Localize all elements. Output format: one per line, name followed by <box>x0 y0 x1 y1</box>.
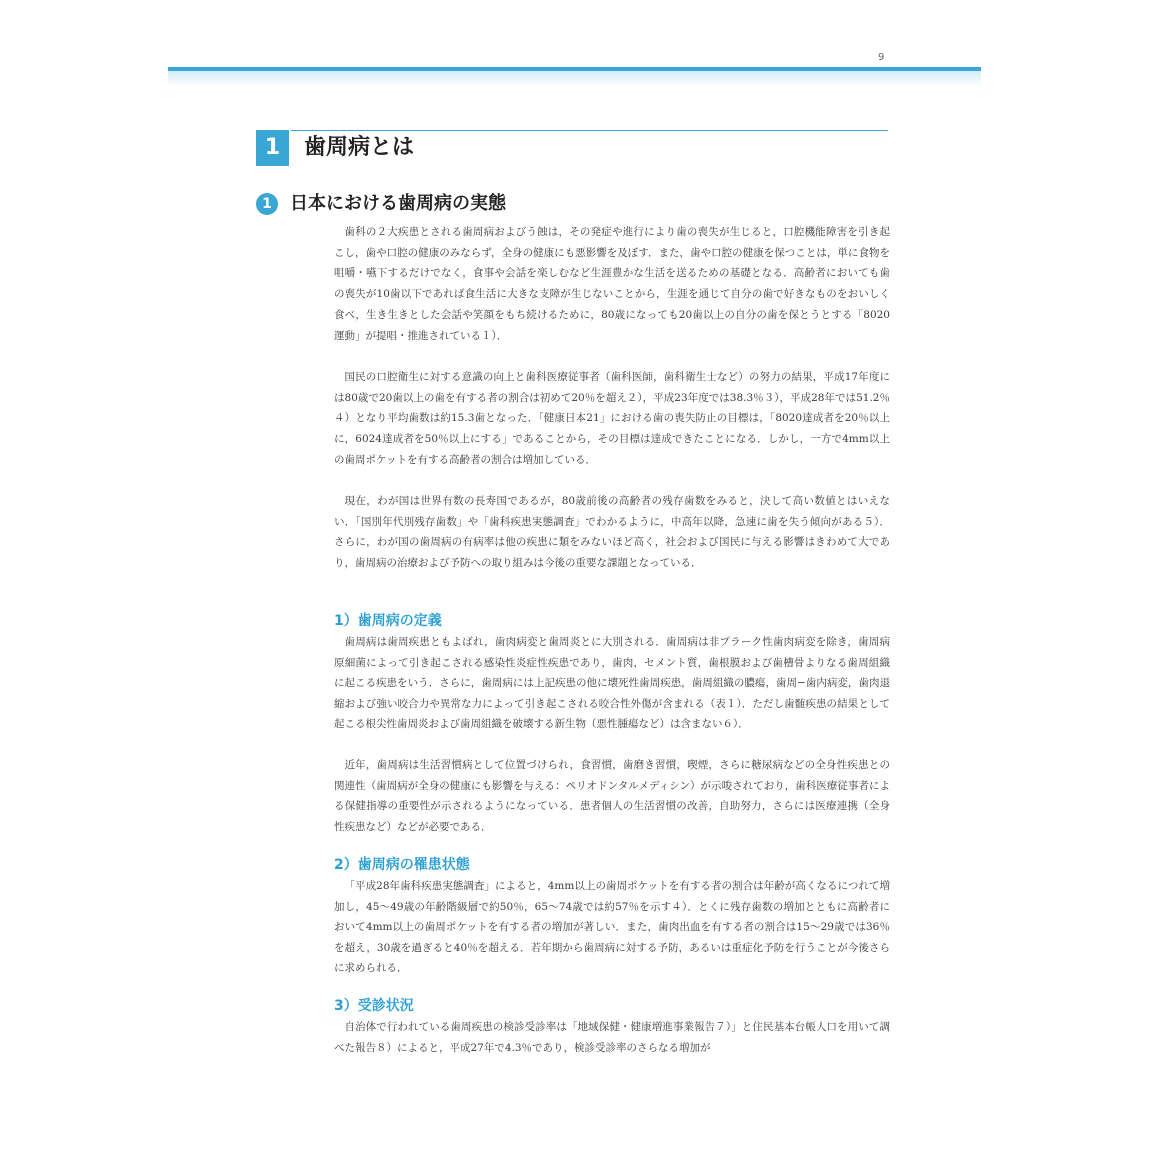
paragraph: 近年，歯周病は生活習慣病として位置づけられ，食習慣，歯磨き習慣，喫煙，さらに糖尿病などの全身性疾患との関連性（歯周病が全身の健康にも影響を与える：ペリオドンタルメディシン）が示唆されており，歯科医療従事者による保健指導の重要性が示されるようになっている．患者個人の生活習慣の改善，自助努力，さらには医療連携（全身性疾患など）などが必要である． <box>334 759 890 833</box>
header-band <box>168 67 981 87</box>
page-number: 9 <box>878 52 885 63</box>
subsection-title: 2）歯周病の罹患状態 <box>334 857 470 873</box>
subsection-title: 1）歯周病の定義 <box>334 613 442 629</box>
section-title: 日本における歯周病の実態 <box>290 193 506 214</box>
subsection-title: 3）受診状況 <box>334 998 414 1014</box>
paragraph: 歯科の２大疾患とされる歯周病およびう蝕は，その発症や進行により歯の喪失が生じると，口腔機能障害を引き起こし，歯や口腔の健康のみならず，全身の健康にも悪影響を及ぼす．また，歯や口腔の健康を保つことは，単に食物を咀嚼・嚥下するだけでなく，食事や会話を楽しむなど生涯豊かな生活を送るための基礎となる．高齢者においても歯の喪失が10歯以下であれば食生活に大きな支障が生じないことから，生涯を通じて自分の歯で好きなものをおいしく食べ，生き生きとした会話や笑顔をもち続けるために，80歳になっても20歯以上の自分の歯を保とうとする「8020運動」が提唱・推進されている１）． <box>334 226 890 342</box>
paragraph: 国民の口腔衛生に対する意識の向上と歯科医療従事者（歯科医師，歯科衛生士など）の努力の結果，平成17年度には80歳で20歯以上の歯を有する者の割合は初めて20％を超え２），平成23年度では38.3％３），平成28年では51.2％４）となり平均歯数は約15.3歯となった．「健康日本21」における歯の喪失防止の目標は，「8020達成者を20％以上に，6024達成者を50％以上にする」であることから，その目標は達成できたことになる．しかし，一方で4mm以上の歯周ポケットを有する高齢者の割合は増加している． <box>334 371 890 466</box>
section-number-badge: 1 <box>256 193 278 215</box>
paragraph: 歯周病は歯周疾患ともよばれ，歯肉病変と歯周炎とに大別される．歯周病は非プラーク性歯肉病変を除き，歯周病原細菌によって引き起こされる感染性炎症性疾患であり，歯肉，セメント質，歯根膜および歯槽骨よりなる歯周組織に起こる疾患をいう．さらに，歯周病には上記疾患の他に壊死性歯周疾患，歯周組織の膿瘍，歯周−歯内病変，歯肉退縮および強い咬合力や異常な力によって引き起こされる咬合性外傷が含まれる（表１）．ただし歯髄疾患の結果として起こる根尖性歯周炎および歯周組織を破壊する新生物（悪性腫瘍など）は含まない６）． <box>334 636 890 730</box>
chapter-rule <box>291 130 888 131</box>
chapter-number: 1 <box>256 130 289 166</box>
chapter-heading <box>256 130 888 166</box>
paragraph: 自治体で行われている歯周疾患の検診受診率は「地域保健・健康増進事業報告７）」と住民基本台帳人口を用いて調べた報告８）によると，平成27年で4.3％であり，検診受診率のさらなる増加が <box>334 1021 890 1054</box>
paragraph: 「平成28年歯科疾患実態調査」によると，4mm以上の歯周ポケットを有する者の割合は年齢が高くなるにつれて増加し，45〜49歳の年齢階級層で約50％，65〜74歳では約57％を示す４）．とくに残存歯数の増加とともに高齢者において4mm以上の歯周ポケットを有する者の増加が著しい．また，歯肉出血を有する者の割合は15〜29歳では36％を超え，30歳を過ぎると40％を超える．若年期から歯周病に対する予防，あるいは重症化予防を行うことが今後さらに求められる． <box>334 880 890 974</box>
paragraph: 現在，わが国は世界有数の長寿国であるが，80歳前後の高齢者の残存歯数をみると，決して高い数値とはいえない．「国別年代別残存歯数」や「歯科疾患実態調査」でわかるように，中高年以降，急速に歯を失う傾向がある５）．さらに，わが国の歯周病の有病率は他の疾患に類をみないほど高く，社会および国民に与える影響はきわめて大であり，歯周病の治療および予防への取り組みは今後の重要な課題となっている． <box>334 495 890 570</box>
chapter-title: 歯周病とは <box>304 135 415 160</box>
